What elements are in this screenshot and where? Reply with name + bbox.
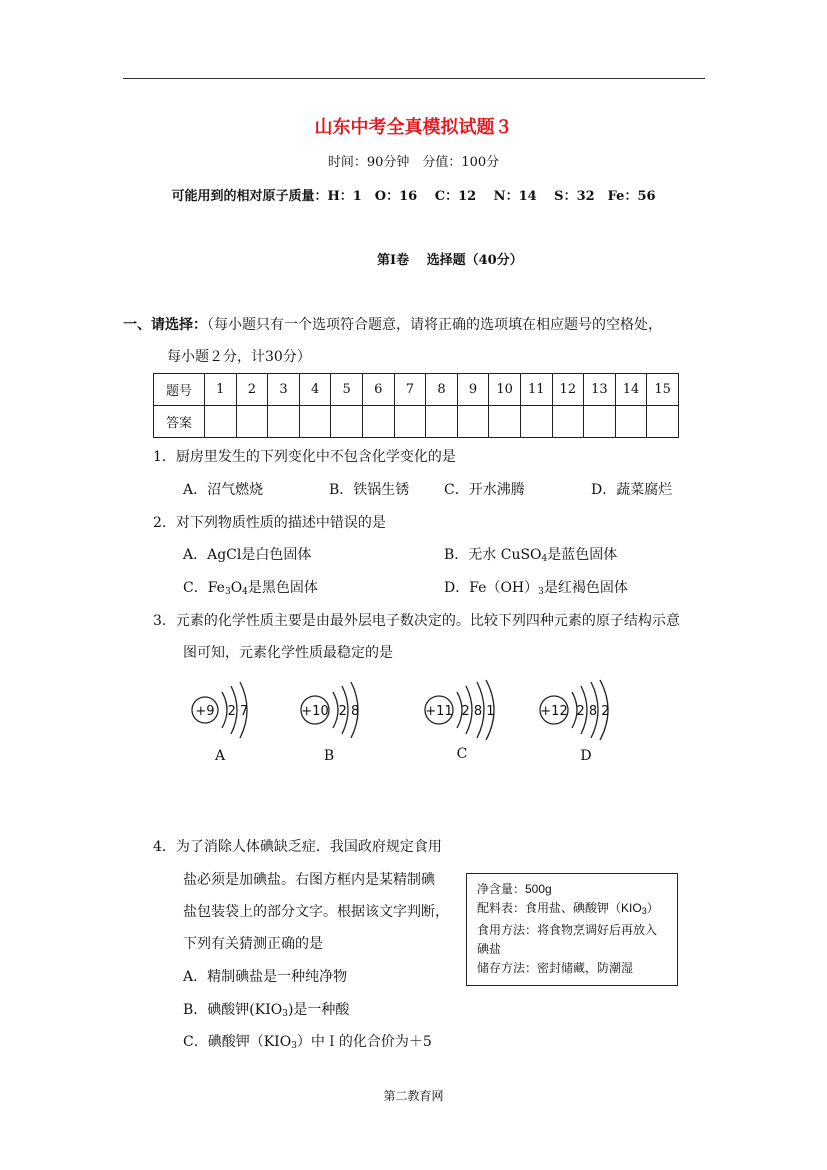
atom-b-label: B <box>323 748 335 764</box>
atom-c-shells: 2 8 1 <box>461 704 495 719</box>
q4-stem-line2: 盐必须是加碘盐。右图方框内是某精制碘 <box>183 872 435 888</box>
part1-instruction-line2: 每小题２分，计30分） <box>167 349 311 365</box>
part1-instruction-line1: （每小题只有一个选项符合题意，请将正确的选项填在相应题号的空格处， <box>207 317 662 333</box>
answer-table-number: 7 <box>394 374 426 406</box>
answer-table-row2-label: 答案 <box>154 406 205 438</box>
answer-table-number: 8 <box>426 374 458 406</box>
answer-table-number: 11 <box>520 374 552 406</box>
q4-option-a: A．精制碘盐是一种纯净物 <box>183 969 348 985</box>
salt-label-line4: 碘盐 <box>477 942 502 956</box>
part1-heading: 一、请选择： <box>123 317 207 333</box>
q2-option-a: A．AgCl是白色固体 <box>183 547 312 563</box>
answer-cell[interactable] <box>236 406 268 438</box>
answer-cell[interactable] <box>489 406 521 438</box>
q4-option-b: B．碘酸钾$(KIO_3)$是一种酸 <box>183 1002 350 1019</box>
q1-stem: 1．厨房里发生的下列变化中不包含化学变化的是 <box>153 449 456 465</box>
atom-structure-diagrams <box>180 672 640 772</box>
answer-table-number: 5 <box>331 374 363 406</box>
salt-label-line1: 净含量：500g <box>477 882 552 896</box>
q1-option-b: B．铁锅生锈 <box>329 482 410 498</box>
footer-source: 第二教育网 <box>383 1089 444 1103</box>
answer-table-number: 10 <box>489 374 521 406</box>
answer-cell[interactable] <box>426 406 458 438</box>
answer-cell[interactable] <box>615 406 647 438</box>
atomic-mass-line: 可能用到的相对原子质量：H：1 O：16 C：12 N：14 S：32 Fe：56 <box>171 189 656 204</box>
atom-c-nucleus: +11 <box>425 704 453 719</box>
answer-table-number: 2 <box>236 374 268 406</box>
top-rule <box>123 78 705 79</box>
atom-a-label: A <box>214 748 226 764</box>
answer-cell[interactable] <box>584 406 616 438</box>
salt-label-line5: 储存方法：密封储藏，防潮湿 <box>477 961 634 975</box>
answer-table-row1-label: 题号 <box>154 374 205 406</box>
answer-table-number: 9 <box>457 374 489 406</box>
answer-cell[interactable] <box>205 406 237 438</box>
answer-table-number: 15 <box>647 374 679 406</box>
salt-label-line2: 配料表：食用盐、碘酸钾$(KIO_3)$ <box>477 901 659 916</box>
atom-d-label: D <box>580 748 592 764</box>
atom-d-nucleus: +12 <box>540 704 568 719</box>
answer-table-number: 12 <box>552 374 584 406</box>
atom-b-shells: 2 8 <box>338 704 360 719</box>
answer-cell[interactable] <box>268 406 300 438</box>
q4-stem-line1: 4．为了消除人体碘缺乏症．我国政府规定食用 <box>153 839 442 855</box>
atom-d-shells: 2 8 2 <box>576 704 610 719</box>
section-title: 第Ⅰ卷 选择题（40分） <box>377 253 523 268</box>
q4-option-c: C．碘酸钾$(KIO_3)$中Ｉ的化合价为＋5 <box>183 1034 432 1051</box>
q1-option-d: D．蔬菜腐烂 <box>591 482 673 498</box>
time-info: 时间：90分钟 分值：100分 <box>327 155 500 170</box>
q2-option-b: B．无水 CuSO$_4$是蓝色固体 <box>444 547 618 564</box>
answer-table-number: 4 <box>299 374 331 406</box>
part1-instruction <box>123 314 662 334</box>
page-title: 山东中考全真模拟试题３ <box>314 117 513 138</box>
answer-table-number: 6 <box>362 374 394 406</box>
q4-stem-line4: 下列有关猜测正确的是 <box>183 936 323 952</box>
answer-table <box>153 373 679 438</box>
answer-table-number-row <box>154 374 679 406</box>
atom-a-shells: 2 7 <box>227 704 249 719</box>
atom-b-nucleus: +10 <box>301 704 329 719</box>
q2-stem: 2．对下列物质性质的描述中错误的是 <box>153 515 386 531</box>
q4-stem-line3: 盐包装袋上的部分文字。根据该文字判断， <box>183 904 449 920</box>
q2-option-d: D．$Fe(OH)_3$是红褐色固体 <box>444 580 628 597</box>
answer-table-number: 1 <box>205 374 237 406</box>
answer-table-answer-row <box>154 406 679 438</box>
q3-stem-line1: 3．元素的化学性质主要是由最外层电子数决定的。比较下列四种元素的原子结构示意 <box>153 613 680 629</box>
salt-label-box <box>466 873 678 986</box>
answer-cell[interactable] <box>647 406 679 438</box>
answer-cell[interactable] <box>520 406 552 438</box>
answer-cell[interactable] <box>552 406 584 438</box>
answer-cell[interactable] <box>457 406 489 438</box>
answer-table-number: 3 <box>268 374 300 406</box>
q1-option-a: A．沼气燃烧 <box>183 482 264 498</box>
atom-c-label: C <box>456 746 468 762</box>
answer-cell[interactable] <box>394 406 426 438</box>
answer-cell[interactable] <box>362 406 394 438</box>
q3-stem-line2: 图可知，元素化学性质最稳定的是 <box>183 645 393 661</box>
salt-label-line3: 食用方法：将食物烹调好后再放入 <box>477 923 658 937</box>
atom-a-nucleus: +9 <box>195 704 215 719</box>
q2-option-c: C．$Fe_3O_4$是黑色固体 <box>183 580 318 597</box>
answer-table-number: 13 <box>584 374 616 406</box>
answer-table-number: 14 <box>615 374 647 406</box>
q1-option-c: C．开水沸腾 <box>444 482 525 498</box>
answer-cell[interactable] <box>299 406 331 438</box>
answer-cell[interactable] <box>331 406 363 438</box>
